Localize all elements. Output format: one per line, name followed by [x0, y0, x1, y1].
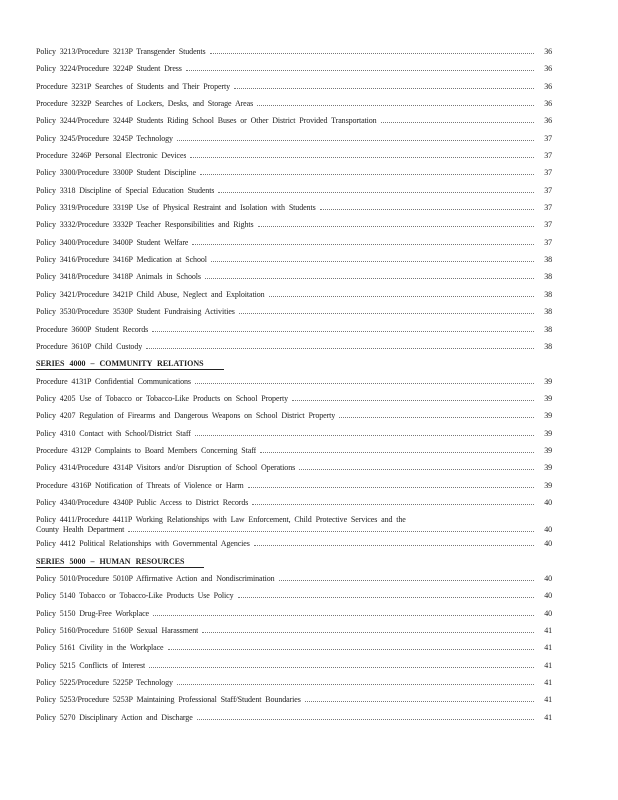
toc-page-number: 39: [544, 463, 552, 473]
dot-leader: [153, 615, 534, 616]
dot-leader: [218, 192, 534, 193]
toc-entry[interactable]: [36, 64, 552, 81]
toc-entry[interactable]: [36, 151, 552, 168]
toc-entry[interactable]: [36, 272, 552, 289]
toc-entry[interactable]: [36, 325, 552, 342]
dot-leader: [177, 684, 534, 685]
toc-page-number: 40: [544, 608, 552, 618]
dot-leader: [202, 632, 534, 633]
toc-page-number: 41: [544, 695, 552, 705]
toc-entry-label: Procedure 4312P Complaints to Board Members Concerning Staff: [36, 445, 257, 455]
toc-page-number: 36: [544, 81, 552, 91]
dot-leader: [320, 209, 534, 210]
toc-entry-label: Policy 3319/Procedure 3319P Use of Physical Restraint and Isolation with Students: [36, 203, 316, 213]
dot-leader: [279, 580, 534, 581]
dot-leader: [197, 719, 534, 720]
dot-leader: [252, 504, 534, 505]
toc-entry-label: Policy 4205 Use of Tobacco or Tobacco-Like Products on School Property: [36, 393, 288, 403]
toc-page-number: 36: [544, 64, 552, 74]
toc-page-number: 40: [544, 497, 552, 507]
toc-entry[interactable]: [36, 574, 552, 591]
toc-page-number: 39: [544, 411, 552, 421]
toc-entry[interactable]: [36, 661, 552, 678]
toc-page-number: 41: [544, 678, 552, 688]
toc-entry[interactable]: [36, 626, 552, 643]
toc-page-number: 39: [544, 480, 552, 490]
toc-entry[interactable]: [36, 695, 552, 712]
toc-page-number: 41: [544, 712, 552, 722]
toc-page-number: 41: [544, 626, 552, 635]
dot-leader: [234, 88, 534, 89]
toc-entry[interactable]: [36, 255, 552, 272]
dot-leader: [269, 296, 534, 297]
toc-page-number: 37: [544, 203, 552, 213]
toc-entry[interactable]: [36, 411, 552, 428]
toc-page-number: 41: [544, 643, 552, 653]
toc-entry[interactable]: [36, 342, 552, 359]
dot-leader: [292, 400, 534, 401]
dot-leader: [258, 226, 534, 227]
toc-entry-label: Policy 3318 Discipline of Special Education Students: [36, 185, 215, 195]
dot-leader: [192, 244, 534, 245]
toc-page-number: 39: [544, 445, 552, 455]
toc-entry[interactable]: [36, 238, 552, 255]
dot-leader: [239, 313, 534, 314]
toc-entry[interactable]: [36, 713, 552, 730]
toc-entry[interactable]: [36, 591, 552, 608]
toc-page-number: 37: [544, 220, 552, 230]
dot-leader: [195, 435, 534, 436]
dot-leader: [248, 487, 534, 488]
toc-entry-label: Policy 5215 Conflicts of Interest: [36, 660, 146, 670]
toc-entry[interactable]: [36, 168, 552, 185]
dot-leader: [205, 278, 534, 279]
toc-entry-label-continued: County Health Department: [36, 525, 125, 535]
toc-entry-label: Policy 5225/Procedure 5225P Technology: [36, 678, 173, 688]
series-heading: [36, 359, 552, 376]
toc-entry-label: Policy 3416/Procedure 3416P Medication at School: [36, 255, 207, 265]
toc-entry[interactable]: [36, 307, 552, 324]
toc-entry[interactable]: [36, 203, 552, 220]
toc-entry[interactable]: [36, 82, 552, 99]
dot-leader: [146, 348, 534, 349]
toc-entry[interactable]: [36, 134, 552, 151]
toc-entry[interactable]: [36, 429, 552, 446]
toc-entry-continuation: [36, 525, 552, 535]
dot-leader: [128, 531, 534, 532]
dot-leader: [299, 469, 534, 470]
toc-page-number: 37: [544, 133, 552, 143]
toc-entry[interactable]: [36, 394, 552, 411]
toc-page-number: 37: [544, 151, 552, 161]
dot-leader: [177, 140, 534, 141]
toc-page-number: 41: [544, 660, 552, 670]
dot-leader: [381, 122, 534, 123]
toc-entry-label: Policy 5140 Tobacco or Tobacco-Like Products Use Policy: [36, 591, 234, 601]
toc-entry-label: Procedure 3600P Student Records: [36, 324, 149, 334]
toc-page-number: 36: [544, 47, 552, 56]
toc-entry-label: Policy 3213/Procedure 3213P Transgender Students: [36, 47, 206, 56]
dot-leader: [195, 383, 534, 384]
toc-entry-label: Policy 3400/Procedure 3400P Student Welfare: [36, 237, 189, 247]
toc-entry[interactable]: [36, 498, 552, 515]
toc-entry-label: Procedure 4131P Confidential Communications: [36, 376, 191, 386]
toc-entry-label: Policy 5160/Procedure 5160P Sexual Harassment: [36, 626, 199, 635]
dot-leader: [257, 105, 534, 106]
toc-page-number: 38: [544, 341, 552, 351]
toc-entry-label: Policy 3530/Procedure 3530P Student Fundraising Activities: [36, 307, 235, 317]
toc-page-number: 38: [544, 255, 552, 265]
toc-entry-label: Policy 3332/Procedure 3332P Teacher Responsibilities and Rights: [36, 220, 254, 230]
toc-entry-label: Policy 5010/Procedure 5010P Affirmative Action and Nondiscrimination: [36, 573, 275, 583]
toc-page-number: 38: [544, 272, 552, 282]
toc-entry-label: Procedure 3232P Searches of Lockers, Desks, and Storage Areas: [36, 99, 254, 109]
toc-page-number: 39: [544, 428, 552, 438]
toc-entry[interactable]: [36, 99, 552, 116]
toc-entry[interactable]: [36, 47, 552, 64]
toc-entry[interactable]: [36, 220, 552, 237]
toc-entry[interactable]: [36, 539, 552, 556]
toc-page-number: 38: [544, 289, 552, 299]
toc-page-number: 39: [544, 393, 552, 403]
toc-entry-label: Policy 5161 Civility in the Workplace: [36, 643, 164, 653]
toc-entry-label: Policy 3421/Procedure 3421P Child Abuse, Neglect and Exploitation: [36, 289, 265, 299]
toc-entry[interactable]: [36, 515, 552, 539]
dot-leader: [190, 157, 534, 158]
toc-entry-label: Policy 3300/Procedure 3300P Student Discipline: [36, 168, 196, 178]
toc-entry[interactable]: [36, 481, 552, 498]
toc-entry-label: Policy 3418/Procedure 3418P Animals in Schools: [36, 272, 201, 282]
toc-entry-label: Procedure 3246P Personal Electronic Devices: [36, 151, 187, 161]
toc-page-number: 39: [544, 376, 552, 386]
dot-leader: [168, 649, 535, 650]
toc-entry-label: Policy 5150 Drug-Free Workplace: [36, 608, 149, 618]
toc-entry-label: Policy 4314/Procedure 4314P Visitors and/or Disruption of School Operations: [36, 463, 296, 473]
toc-entry-label: Policy 3244/Procedure 3244P Students Riding School Buses or Other District Provided Transportation: [36, 116, 377, 126]
toc-entry-label: Procedure 4316P Notification of Threats of Violence or Harm: [36, 480, 244, 490]
dot-leader: [200, 174, 534, 175]
toc-entry-label: Policy 5253/Procedure 5253P Maintaining Professional Staff/Student Boundaries: [36, 695, 301, 705]
toc-page-number: 38: [544, 324, 552, 334]
toc-entry[interactable]: [36, 463, 552, 480]
toc-entry[interactable]: [36, 186, 552, 203]
toc-entry-label: Procedure 3610P Child Custody: [36, 341, 143, 351]
toc-page-number: 37: [544, 168, 552, 178]
toc-entry-label: Policy 4412 Political Relationships with Governmental Agencies: [36, 539, 250, 549]
toc-entry[interactable]: [36, 609, 552, 626]
toc-entry[interactable]: [36, 678, 552, 695]
toc-entry-label: Policy 5270 Disciplinary Action and Discharge: [36, 712, 193, 722]
series-heading: [36, 557, 552, 574]
toc-entry[interactable]: [36, 643, 552, 660]
toc-entry[interactable]: [36, 446, 552, 463]
toc-entry-label: Policy 4411/Procedure 4411P Working Relationships with Law Enforcement, Child Protective Services and the: [36, 515, 406, 525]
toc-page-number: 40: [544, 573, 552, 583]
toc-entry[interactable]: [36, 290, 552, 307]
toc-entry-label: Policy 4207 Regulation of Firearms and Dangerous Weapons on School District Property: [36, 411, 336, 421]
dot-leader: [149, 667, 534, 668]
toc-page-number: 36: [544, 99, 552, 109]
dot-leader: [260, 452, 534, 453]
dot-leader: [305, 701, 534, 702]
toc-page-number: 38: [544, 307, 552, 317]
dot-leader: [339, 417, 534, 418]
dot-leader: [254, 545, 534, 546]
toc-page-number: 36: [544, 116, 552, 126]
dot-leader: [211, 261, 534, 262]
toc-entry-label: Policy 3245/Procedure 3245P Technology: [36, 133, 173, 143]
series-title: SERIES 5000 – HUMAN RESOURCES: [36, 557, 204, 568]
table-of-contents: [36, 47, 552, 730]
dot-leader: [186, 70, 534, 71]
dot-leader: [238, 597, 535, 598]
toc-entry[interactable]: [36, 377, 552, 394]
dot-leader: [152, 331, 534, 332]
series-title: SERIES 4000 – COMMUNITY RELATIONS: [36, 359, 224, 370]
toc-page-number: 37: [544, 185, 552, 195]
dot-leader: [210, 53, 534, 54]
toc-entry-label: Policy 3224/Procedure 3224P Student Dress: [36, 64, 182, 74]
toc-entry-label: Procedure 3231P Searches of Students and Their Property: [36, 81, 231, 91]
toc-page-number: 37: [544, 237, 552, 247]
toc-page-number: 40: [544, 539, 552, 549]
toc-entry[interactable]: [36, 116, 552, 133]
toc-page-number: 40: [544, 591, 552, 601]
toc-entry-label: Policy 4340/Procedure 4340P Public Access to District Records: [36, 497, 249, 507]
toc-entry-label: Policy 4310 Contact with School/District Staff: [36, 428, 191, 438]
toc-page-number: 40: [544, 525, 552, 535]
